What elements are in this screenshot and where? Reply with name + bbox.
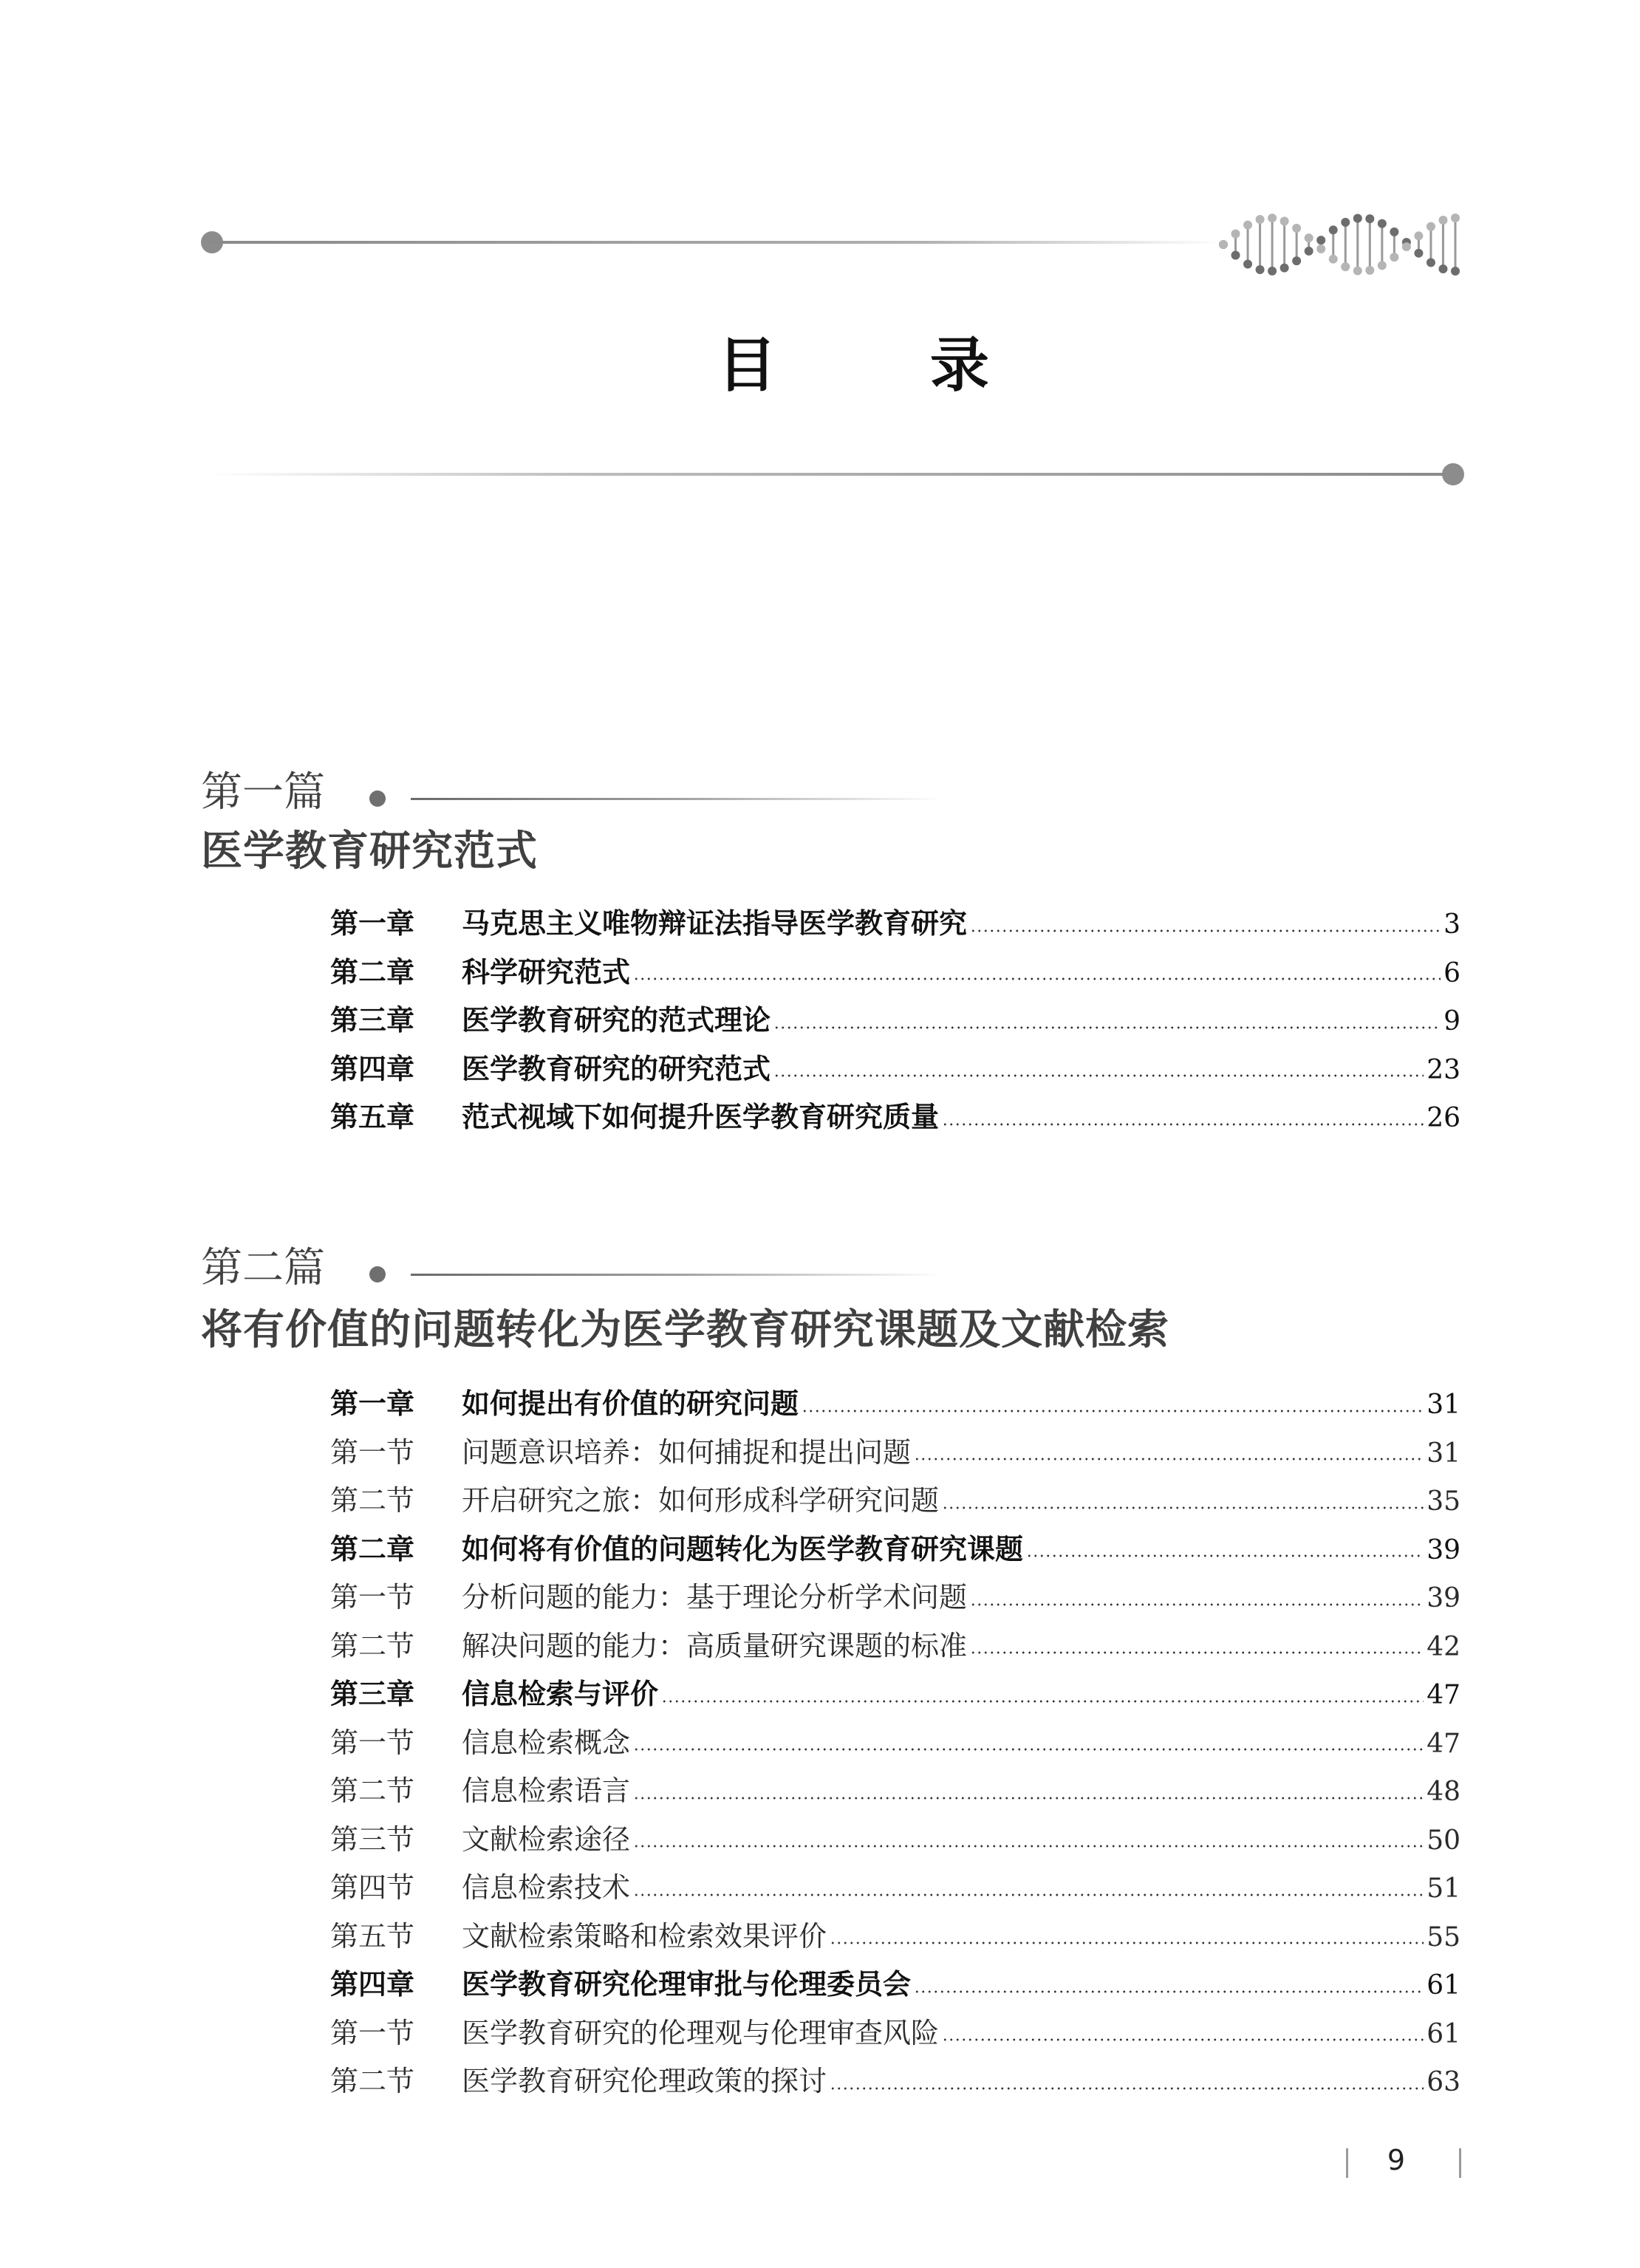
dot-leader bbox=[633, 1747, 1424, 1752]
footer-bar-left bbox=[1346, 2148, 1348, 2178]
toc-section-entry[interactable] bbox=[330, 1767, 1460, 1816]
toc-entry-page: 48 bbox=[1427, 1777, 1460, 1807]
toc-entry-page: 42 bbox=[1427, 1631, 1460, 1662]
toc-entry-page: 26 bbox=[1427, 1103, 1460, 1133]
toc-entry-title: 文献检索途径 bbox=[462, 1823, 631, 1856]
toc-entry-label: 第二节 bbox=[330, 2065, 415, 2097]
toc-entry-page: 55 bbox=[1427, 1922, 1460, 1953]
toc-entry-title: 医学教育研究的伦理观与伦理审查风险 bbox=[462, 2016, 940, 2049]
toc-entry-title: 医学教育研究伦理政策的探讨 bbox=[462, 2065, 827, 2097]
footer-bar-right bbox=[1459, 2148, 1461, 2178]
toc-entry-title: 医学教育研究伦理审批与伦理委员会 bbox=[462, 1968, 912, 2001]
toc-list-part-2 bbox=[330, 1380, 1460, 2106]
dot-leader bbox=[914, 1457, 1424, 1461]
toc-entry-label: 第五节 bbox=[330, 1919, 415, 1953]
toc-section-entry[interactable] bbox=[330, 1816, 1460, 1865]
toc-section-entry[interactable] bbox=[330, 2009, 1460, 2058]
toc-entry-title: 如何将有价值的问题转化为医学教育研究课题 bbox=[462, 1532, 1024, 1565]
toc-section-entry[interactable] bbox=[330, 1719, 1460, 1768]
toc-entry-page: 3 bbox=[1443, 909, 1460, 940]
toc-entry-page: 35 bbox=[1427, 1486, 1460, 1517]
part-title: 医学教育研究范式 bbox=[201, 827, 538, 875]
toc-entry-title: 范式视域下如何提升医学教育研究质量 bbox=[462, 1101, 940, 1133]
toc-entry-page: 63 bbox=[1427, 2067, 1460, 2097]
toc-entry-title: 科学研究范式 bbox=[462, 955, 631, 988]
toc-entry-label: 第二节 bbox=[330, 1484, 415, 1517]
part-title: 将有价值的问题转化为医学教育研究课题及文献检索 bbox=[201, 1305, 1169, 1354]
toc-entry-label: 第四章 bbox=[330, 1052, 415, 1085]
toc-chapter-entry[interactable] bbox=[330, 1093, 1460, 1142]
toc-entry-page: 31 bbox=[1427, 1438, 1460, 1469]
toc-entry-page: 50 bbox=[1427, 1825, 1460, 1856]
page-number: 9 bbox=[1387, 2144, 1406, 2176]
toc-entry-title: 医学教育研究的范式理论 bbox=[462, 1004, 771, 1036]
dot-leader bbox=[802, 1409, 1424, 1413]
header-line-top bbox=[211, 241, 1223, 244]
toc-section-entry[interactable] bbox=[330, 1429, 1460, 1478]
toc-section-entry[interactable] bbox=[330, 1574, 1460, 1622]
toc-entry-label: 第一节 bbox=[330, 1726, 415, 1759]
part-dot bbox=[369, 790, 386, 807]
dot-leader bbox=[661, 1699, 1424, 1704]
part-dot bbox=[369, 1266, 386, 1282]
toc-entry-page: 47 bbox=[1427, 1728, 1460, 1759]
toc-list-part-1 bbox=[330, 900, 1460, 1142]
toc-entry-title: 分析问题的能力：基于理论分析学术问题 bbox=[462, 1581, 968, 1613]
dot-leader bbox=[970, 1650, 1424, 1655]
toc-section-entry[interactable] bbox=[330, 1622, 1460, 1671]
toc-entry-label: 第五章 bbox=[330, 1101, 415, 1133]
toc-entry-title: 问题意识培养：如何捕捉和提出问题 bbox=[462, 1435, 912, 1469]
dot-leader bbox=[1026, 1554, 1424, 1558]
part-label: 第一篇 bbox=[201, 768, 325, 816]
toc-entry-page: 47 bbox=[1427, 1680, 1460, 1710]
toc-entry-label: 第三节 bbox=[330, 1823, 415, 1856]
toc-entry-title: 如何提出有价值的研究问题 bbox=[462, 1387, 799, 1420]
toc-entry-title: 马克思主义唯物辩证法指导医学教育研究 bbox=[462, 907, 968, 940]
dna-helix-icon bbox=[1217, 204, 1461, 285]
dot-leader bbox=[970, 929, 1441, 933]
toc-entry-title: 信息检索语言 bbox=[462, 1775, 631, 1807]
toc-entry-label: 第三章 bbox=[330, 1678, 415, 1710]
toc-chapter-entry[interactable] bbox=[330, 997, 1460, 1045]
dot-leader bbox=[633, 1796, 1424, 1800]
toc-chapter-entry[interactable] bbox=[330, 1670, 1460, 1719]
toc-entry-page: 51 bbox=[1427, 1874, 1460, 1904]
toc-entry-label: 第二章 bbox=[330, 1532, 415, 1565]
toc-entry-title: 医学教育研究的研究范式 bbox=[462, 1052, 771, 1085]
toc-section-entry[interactable] bbox=[330, 2057, 1460, 2106]
dot-leader bbox=[633, 1893, 1424, 1897]
toc-entry-title: 解决问题的能力：高质量研究课题的标准 bbox=[462, 1629, 968, 1662]
toc-entry-title: 信息检索概念 bbox=[462, 1726, 631, 1759]
toc-entry-label: 第一章 bbox=[330, 907, 415, 940]
header-dot-right bbox=[1442, 463, 1464, 485]
dot-leader bbox=[773, 1073, 1424, 1078]
dot-leader bbox=[942, 2038, 1424, 2042]
toc-entry-title: 文献检索策略和检索效果评价 bbox=[462, 1919, 827, 1953]
toc-entry-label: 第二节 bbox=[330, 1629, 415, 1662]
toc-entry-page: 61 bbox=[1427, 2018, 1460, 2049]
toc-entry-page: 39 bbox=[1427, 1534, 1460, 1565]
dot-leader bbox=[970, 1602, 1424, 1607]
toc-entry-page: 61 bbox=[1427, 1970, 1460, 2001]
dot-leader bbox=[942, 1122, 1424, 1127]
toc-entry-label: 第一章 bbox=[330, 1387, 415, 1420]
toc-entry-page: 39 bbox=[1427, 1583, 1460, 1613]
toc-chapter-entry[interactable] bbox=[330, 1526, 1460, 1574]
page-title: 目 录 bbox=[717, 331, 1056, 400]
toc-entry-page: 9 bbox=[1443, 1006, 1460, 1036]
header-line-bottom bbox=[211, 473, 1452, 476]
toc-chapter-entry[interactable] bbox=[330, 1961, 1460, 2009]
toc-section-entry[interactable] bbox=[330, 1913, 1460, 1961]
part-label: 第二篇 bbox=[201, 1244, 325, 1292]
dot-leader bbox=[830, 1941, 1424, 1945]
toc-chapter-entry[interactable] bbox=[330, 949, 1460, 997]
toc-entry-label: 第一节 bbox=[330, 1581, 415, 1613]
toc-entry-title: 开启研究之旅：如何形成科学研究问题 bbox=[462, 1484, 940, 1517]
toc-chapter-entry[interactable] bbox=[330, 1380, 1460, 1429]
toc-entry-label: 第四章 bbox=[330, 1968, 415, 2001]
dot-leader bbox=[633, 1844, 1424, 1848]
toc-entry-page: 31 bbox=[1427, 1390, 1460, 1420]
dot-leader bbox=[633, 977, 1441, 981]
toc-entry-page: 23 bbox=[1427, 1054, 1460, 1085]
toc-chapter-entry[interactable] bbox=[330, 900, 1460, 949]
toc-entry-title: 信息检索技术 bbox=[462, 1871, 631, 1904]
toc-entry-label: 第二章 bbox=[330, 955, 415, 988]
part-divider bbox=[411, 1274, 943, 1276]
dot-leader bbox=[773, 1025, 1441, 1030]
toc-entry-label: 第一节 bbox=[330, 1435, 415, 1469]
dot-leader bbox=[942, 1506, 1424, 1510]
toc-section-entry[interactable] bbox=[330, 1864, 1460, 1913]
dot-leader bbox=[914, 1989, 1424, 1994]
part-divider bbox=[411, 798, 943, 800]
toc-section-entry[interactable] bbox=[330, 1477, 1460, 1526]
toc-entry-label: 第二节 bbox=[330, 1775, 415, 1807]
toc-entry-label: 第一节 bbox=[330, 2016, 415, 2049]
toc-chapter-entry[interactable] bbox=[330, 1045, 1460, 1094]
toc-entry-label: 第三章 bbox=[330, 1004, 415, 1036]
dot-leader bbox=[830, 2086, 1424, 2091]
toc-entry-title: 信息检索与评价 bbox=[462, 1678, 659, 1710]
toc-entry-label: 第四节 bbox=[330, 1871, 415, 1904]
toc-entry-page: 6 bbox=[1443, 957, 1460, 988]
